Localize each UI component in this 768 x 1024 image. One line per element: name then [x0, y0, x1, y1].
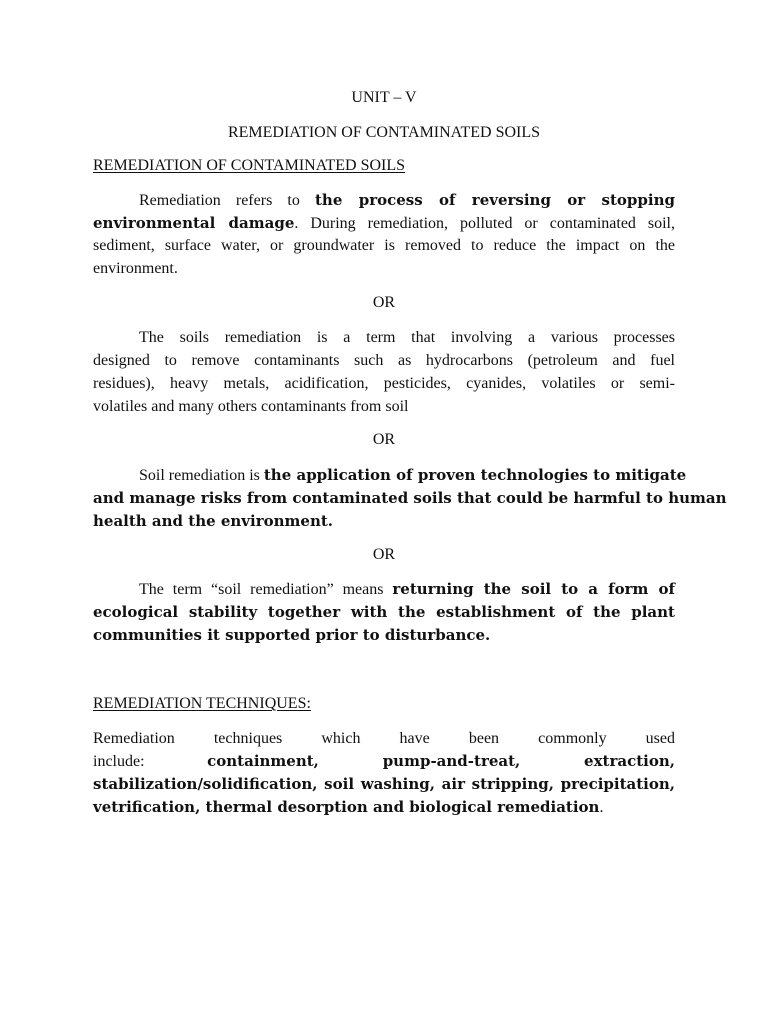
para5-line4 — [93, 796, 603, 819]
para5-bold-text: containment, pump-and-treat, extraction, — [207, 752, 675, 770]
para2-line3: residues), heavy metals, acidification, pesticides, cyanides, volatiles or semi- — [93, 375, 675, 392]
para1-bold-text: environmental damage — [93, 214, 295, 232]
para4-text: The term “soil remediation” means — [139, 581, 384, 598]
para1-line4: environment. — [93, 260, 178, 277]
para1-line3: sediment, surface water, or groundwater is removed to reduce the impact on the — [93, 237, 675, 254]
para2-line1: The soils remediation is a term that involving a various processes — [139, 329, 675, 346]
para1-text: . During remediation, polluted or contaminated soil, — [294, 215, 675, 232]
para1-line2 — [93, 212, 675, 235]
para5-text: include: — [93, 753, 145, 770]
para3-line3: health and the environment. — [93, 512, 334, 530]
section-heading-techniques: REMEDIATION TECHNIQUES: — [93, 695, 311, 712]
section-heading-remediation: REMEDIATION OF CONTAMINATED SOILS — [93, 157, 406, 174]
para1-line1 — [139, 189, 675, 212]
para2-line2: designed to remove contaminants such as hydrocarbons (petroleum and fuel — [93, 352, 675, 369]
para4-line2: ecological stability together with the establishment of the plant — [93, 603, 675, 621]
para3-bold-text: the application of proven technologies to mitigate — [263, 466, 687, 484]
para4-bold-text: returning the soil to a form of — [392, 580, 675, 598]
or-separator: OR — [372, 431, 396, 448]
para3-text: Soil remediation is — [139, 467, 260, 484]
para3-line2: and manage risks from contaminated soils that could be harmful to human — [93, 489, 727, 507]
or-separator: OR — [372, 294, 396, 311]
para2-line4: volatiles and many others contaminants from soil — [93, 398, 409, 415]
or-separator: OR — [372, 546, 396, 563]
para4-line1 — [139, 578, 675, 601]
para5-bold-text: vetrification, thermal desorption and biological remediation — [93, 798, 600, 816]
para5-line2 — [93, 750, 675, 773]
para5-text: . — [599, 799, 604, 816]
para5-line1: Remediation techniques which have been commonly used — [93, 730, 675, 747]
para1-text: Remediation refers to — [139, 192, 300, 209]
para3-line1 — [139, 464, 687, 487]
para4-line3: communities it supported prior to disturbance. — [93, 626, 491, 644]
main-title: REMEDIATION OF CONTAMINATED SOILS — [227, 124, 541, 141]
unit-title: UNIT – V — [351, 89, 417, 106]
para5-line3: stabilization/solidification, soil washing, air stripping, precipitation, — [93, 775, 675, 793]
para1-bold-text: the process of reversing or stopping — [314, 191, 675, 209]
